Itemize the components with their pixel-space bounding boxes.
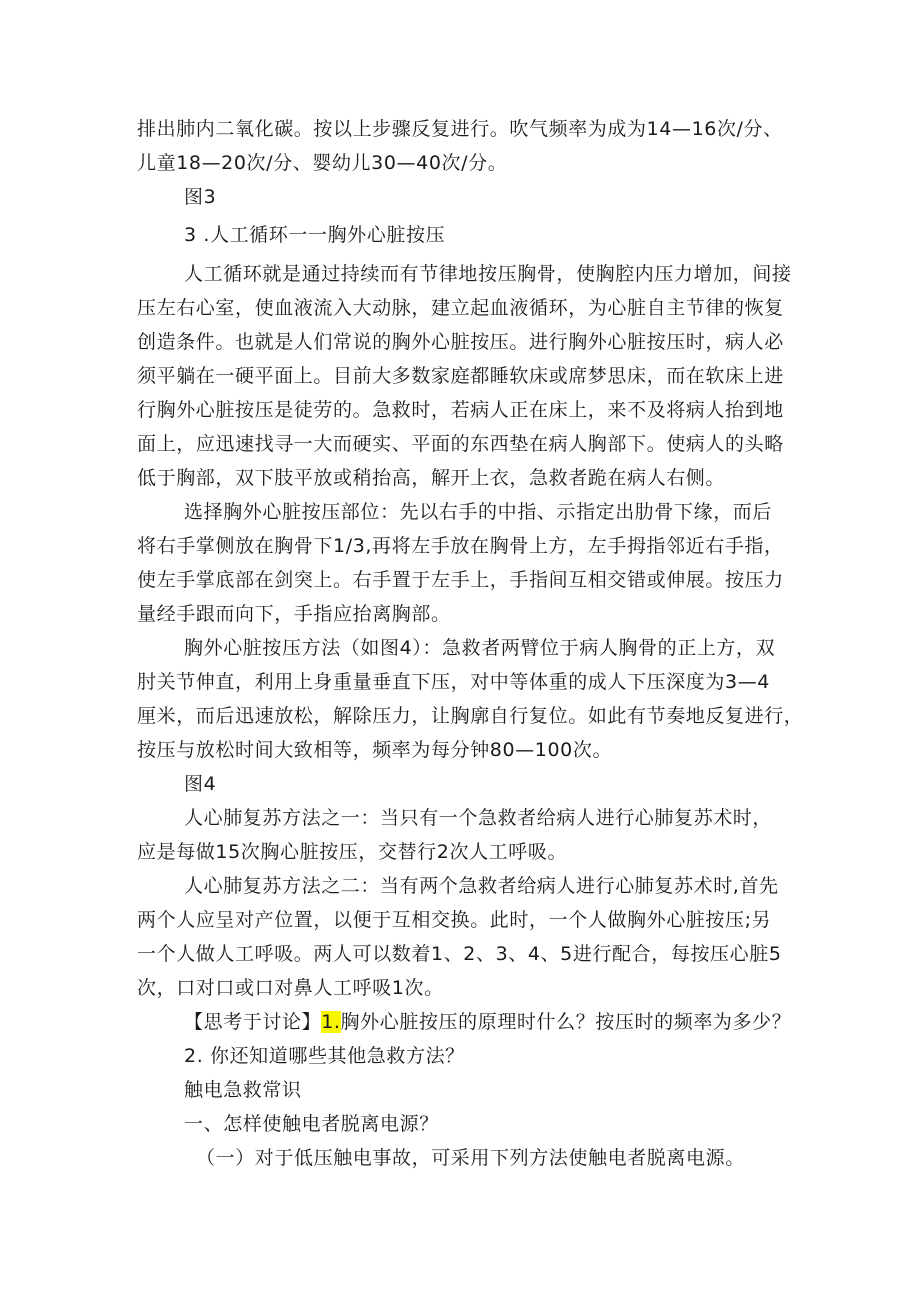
text-line: 一个人做人工呼吸。两人可以数着1、2、3、4、5进行配合，每按压心脏5 bbox=[137, 943, 782, 965]
text-line: 低于胸部，双下肢平放或稍抬高，解开上衣，急救者跪在病人右侧。 bbox=[137, 467, 726, 489]
highlighted-number: 1. bbox=[321, 1011, 341, 1033]
text-line: 选择胸外心脏按压部位：先以右手的中指、示指定出肋骨下缘，而后 bbox=[184, 501, 773, 523]
subheading: 一、怎样使触电者脱离电源？ bbox=[184, 1113, 439, 1135]
text-line: 两个人应呈对产位置，以便于互相交换。此时，一个人做胸外心脏按压;另 bbox=[137, 909, 772, 931]
text-line: 须平躺在一硬平面上。目前大多数家庭都睡软床或席梦思床，而在软床上进 bbox=[137, 365, 784, 387]
question-line: 2. 你还知道哪些其他急救方法？ bbox=[184, 1045, 465, 1067]
text-line: 应是每做15次胸心脏按压，交替行2次人工呼吸。 bbox=[137, 841, 568, 863]
text-line: 次，口对口或口对鼻人工呼吸1次。 bbox=[137, 977, 444, 999]
text-line: 按压与放松时间大致相等，频率为每分钟80—100次。 bbox=[137, 739, 613, 761]
figure-caption: 图3 bbox=[184, 186, 217, 208]
discussion-question: 胸外心脏按压的原理时什么？按压时的频率为多少？ bbox=[340, 1011, 792, 1033]
text-line: 行胸外心脏按压是徒劳的。急救时，若病人正在床上，来不及将病人抬到地 bbox=[137, 399, 784, 421]
text-line: 人心肺复苏方法之一：当只有一个急救者给病人进行心肺复苏术时， bbox=[184, 807, 773, 829]
text-line: 压左右心室，使血液流入大动脉，建立起血液循环，为心脏自主节律的恢复 bbox=[137, 297, 784, 319]
text-line: 创造条件。也就是人们常说的胸外心脏按压。进行胸外心脏按压时，病人必 bbox=[137, 331, 784, 353]
text-line: 胸外心脏按压方法（如图4）：急救者两臂位于病人胸骨的正上方，双 bbox=[184, 637, 776, 659]
figure-caption: 图4 bbox=[184, 773, 217, 795]
text-line: 将右手掌侧放在胸骨下1/3,再将左手放在胸骨上方，左手拇指邻近右手指， bbox=[137, 535, 784, 557]
text-line: 量经手跟而向下，手指应抬离胸部。 bbox=[137, 603, 451, 625]
text-line: 厘米，而后迅速放松，解除压力，让胸廓自行复位。如此有节奏地反复进行， bbox=[137, 705, 804, 727]
text-line: 使左手掌底部在剑突上。右手置于左手上，手指间互相交错或伸展。按压力 bbox=[137, 569, 784, 591]
text-line: 人心肺复苏方法之二：当有两个急救者给病人进行心肺复苏术时,首先 bbox=[184, 875, 779, 897]
discussion-line bbox=[184, 1009, 791, 1035]
section-heading: 3 .人工循环一一胸外心脏按压 bbox=[184, 224, 446, 246]
text-line: 人工循环就是通过持续而有节律地按压胸骨，使胸腔内压力增加，间接 bbox=[184, 263, 792, 285]
text-line: 面上，应迅速找寻一大而硬实、平面的东西垫在病人胸部下。使病人的头略 bbox=[137, 433, 784, 455]
section-title: 触电急救常识 bbox=[184, 1079, 302, 1101]
discussion-label: 【思考于讨论】 bbox=[184, 1011, 322, 1033]
text-line: 儿童18—20次/分、婴幼儿30—40次/分。 bbox=[137, 152, 508, 174]
subheading: （一）对于低压触电事故，可采用下列方法使触电者脱离电源。 bbox=[196, 1147, 745, 1169]
text-line: 肘关节伸直，利用上身重量垂直下压，对中等体重的成人下压深度为3—4 bbox=[137, 671, 770, 693]
text-line: 排出肺内二氧化碳。按以上步骤反复进行。吹气频率为成为14—16次/分、 bbox=[137, 118, 783, 140]
